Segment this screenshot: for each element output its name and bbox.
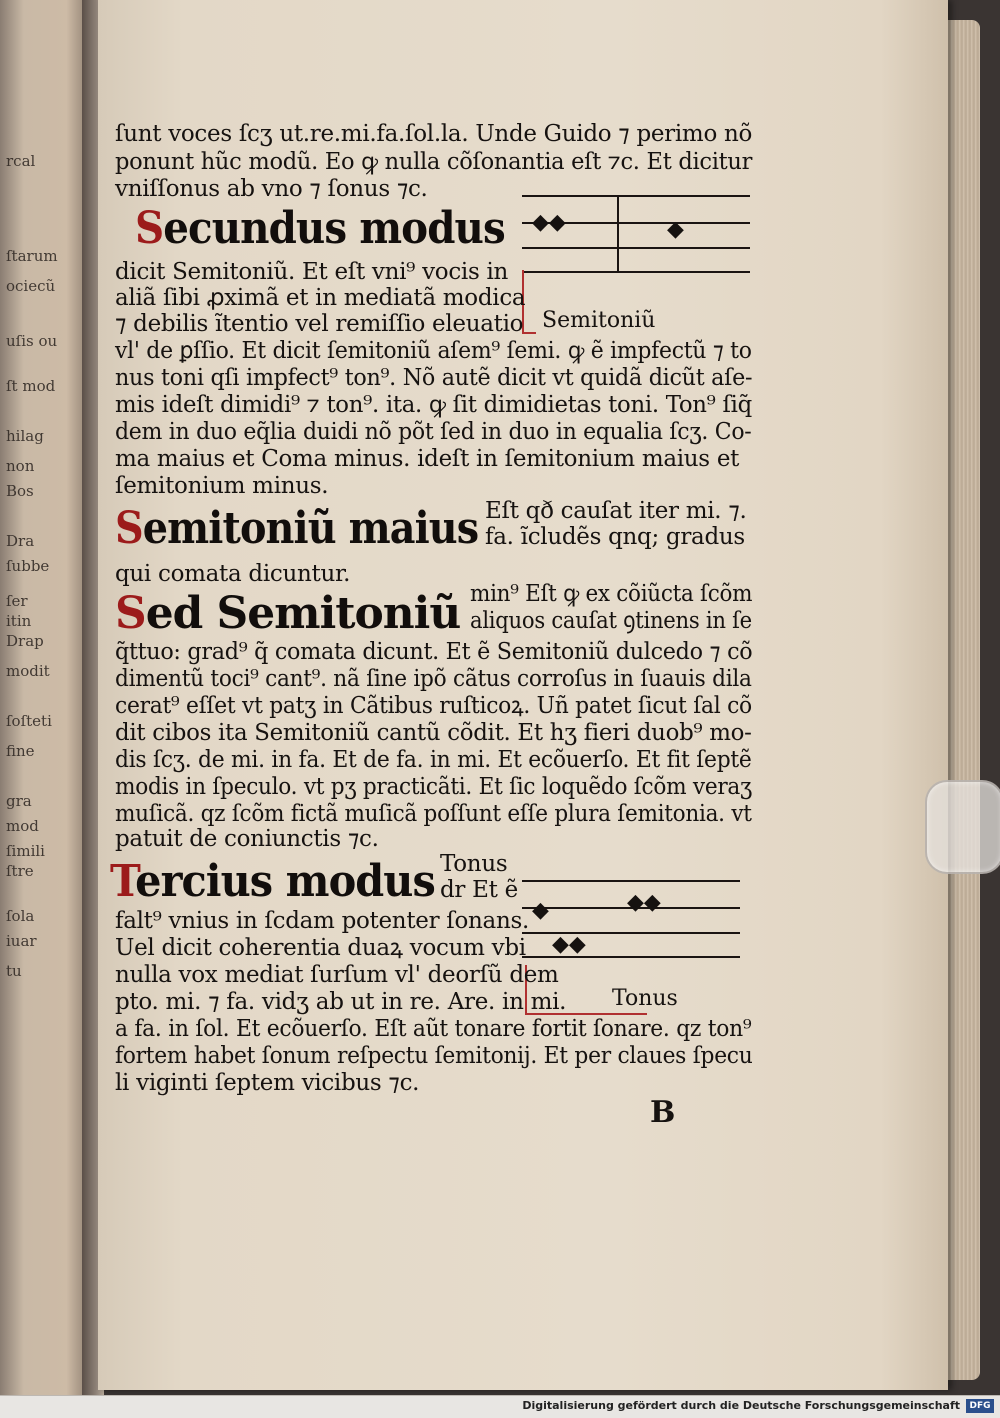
left-fragment: Drap	[6, 632, 44, 650]
left-fragment: ſoſteti	[6, 712, 52, 730]
heading-semitonium-maius: Semitoniũ maius	[115, 503, 479, 554]
semitone-staff: ◆◆ ◆	[522, 195, 750, 285]
text-line: ⁊ debilis ĩtentio vel remiſſio eleuatio	[115, 311, 524, 337]
text-line: vl' de ꝑſſio. Et dicit ſemitoniũ aſem⁹ ſemi. ꝙ ẽ impfectũ ⁊ to	[115, 338, 752, 364]
text-line: ma maius et Coma minus. ideſt in ſemitonium maius et	[115, 446, 740, 472]
maius-definition: Eſt qð cauſat iter mi. ⁊.	[485, 498, 747, 524]
dfg-logo-icon: DFG	[966, 1399, 994, 1413]
text-line: aliã ſibi ꝓximã et in mediatã modica	[115, 285, 526, 311]
semitone-label: Semitoniũ	[542, 308, 656, 333]
maius-definition: fa. ĩcludẽs qnq; gradus	[485, 524, 745, 550]
left-fragment: modit	[6, 662, 50, 680]
text-line: falt⁹ vnius in ſcdam potenter ſonans.	[115, 908, 529, 934]
left-fragment: Bos	[6, 482, 34, 500]
text-line: dicit Semitoniũ. Et eſt vni⁹ vocis in	[115, 259, 509, 285]
text-line: nulla vox mediat ſurſum vl' deorſũ dem	[115, 962, 559, 988]
left-fragment: Dra	[6, 532, 35, 550]
text-line: dit cibos ita Semitoniũ cantũ cõdit. Et hʒ fieri duob⁹ mo-	[115, 720, 752, 746]
text-line: vniſſonus ab vno ⁊ ſonus ⁊c.	[115, 176, 428, 202]
left-fragment: gra	[6, 792, 32, 810]
tonus-inline: Tonus	[440, 851, 508, 877]
left-fragment: non	[6, 457, 35, 475]
tone-staff: ◆ ◆◆ ◆◆	[522, 880, 740, 965]
left-fragment: ſola	[6, 907, 35, 925]
text-line: a fa. in ſol. Et ecõuerſo. Eſt aũt tonare fortit ſonare. qz ton⁹	[115, 1016, 752, 1042]
text-line: li viginti ſeptem vicibus ⁊c.	[115, 1070, 420, 1096]
left-fragment: rcal	[6, 152, 36, 170]
text-line: dis ſcʒ. de mi. in fa. Et de fa. in mi. Et ecõuerſo. Et fit ſeptẽ	[115, 747, 752, 773]
text-line: dem in duo eq̃lia duidi nõ põt ſed in duo in equalia ſcʒ. Co-	[115, 419, 752, 445]
left-fragment: fine	[6, 742, 35, 760]
heading-sed-semitonium: Sed Semitoniũ	[115, 588, 461, 639]
heading-secundus-modus: Secundus modus	[135, 203, 505, 254]
left-fragment: iuar	[6, 932, 37, 950]
text-line: mis ideſt dimidi⁹ ⁊ ton⁹. ita. ꝙ ſit dimidietas toni. Ton⁹ ſiq̃	[115, 392, 752, 418]
minus-definition: min⁹ Eſt ꝙ ex cõiũcta ſcõm	[470, 581, 753, 607]
left-fragment: ociecũ	[6, 277, 56, 295]
text-line: cerat⁹ eſſet vt patʒ in Cãtibus ruſticoꝝ. Uñ patet ſicut ſal cõ	[115, 693, 752, 719]
minus-definition: aliquos cauſat ꝯtinens in ſe	[470, 608, 752, 634]
text-line: patuit de coniunctis ⁊c.	[115, 826, 379, 852]
footer-bar	[0, 1395, 1000, 1418]
text-line: Uel dicit coherentia duaꝝ vocum vbi	[115, 935, 526, 961]
left-fragment: itin	[6, 612, 32, 630]
heading-tercius-modus: Tercius modus	[110, 856, 435, 907]
text-line: q̃ttuo: grad⁹ q̃ comata dicunt. Et ẽ Semitoniũ dulcedo ⁊ cõ	[115, 639, 753, 665]
left-fragment: tu	[6, 962, 22, 980]
left-fragment: uſis ou	[6, 332, 58, 350]
left-fragment: hilag	[6, 427, 44, 445]
text-line: muſicã. qz ſcõm fictã muſicã poſſunt eſſe plura ſemitonia. vt	[115, 801, 752, 827]
left-fragment: ſtarum	[6, 247, 58, 265]
left-fragment: ſtre	[6, 862, 34, 880]
left-fragment: mod	[6, 817, 39, 835]
text-line: ponunt hũc modũ. Eo ꝙ nulla cõſonantia eſt ⁊c. Et dicitur	[115, 149, 753, 175]
plastic-page-clip	[925, 780, 1000, 874]
text-line: nus toni qſi impfect⁹ ton⁹. Nõ autẽ dicit vt quidã dicũt aſe-	[115, 365, 753, 391]
dfg-credit-text: Digitalisierung gefördert durch die Deutsche Forschungsgemeinschaft	[522, 1399, 960, 1412]
left-page-edge	[0, 0, 95, 1395]
text-line: dimentũ toci⁹ cant⁹. nã ſine ipõ cãtus corroſus in ſuauis dila	[115, 666, 752, 692]
text-line: qui comata dicuntur.	[115, 561, 351, 587]
left-fragment: ſer	[6, 592, 28, 610]
tonus-inline: dr Et ẽ	[440, 877, 518, 903]
tone-label: Tonus	[612, 986, 678, 1011]
left-fragment: ſimili	[6, 842, 45, 860]
text-line: ſemitonium minus.	[115, 473, 329, 499]
text-line: pto. mi. ⁊ fa. vidʒ ab ut in re. Are. in mi.	[115, 989, 567, 1015]
text-line: ſunt voces ſcʒ ut.re.mi.fa.ſol.la. Unde Guido ⁊ perimo nõ	[115, 121, 753, 147]
left-fragment: ſt mod	[6, 377, 56, 395]
text-line: fortem habet ſonum reſpectu ſemitonij. Et per claues ſpecu	[115, 1043, 753, 1069]
text-line: modis in ſpeculo. vt pʒ practicãti. Et ſic loquẽdo ſcõm veraʒ	[115, 774, 752, 800]
left-fragment: ſubbe	[6, 557, 50, 575]
signature-mark: B	[650, 1095, 676, 1130]
